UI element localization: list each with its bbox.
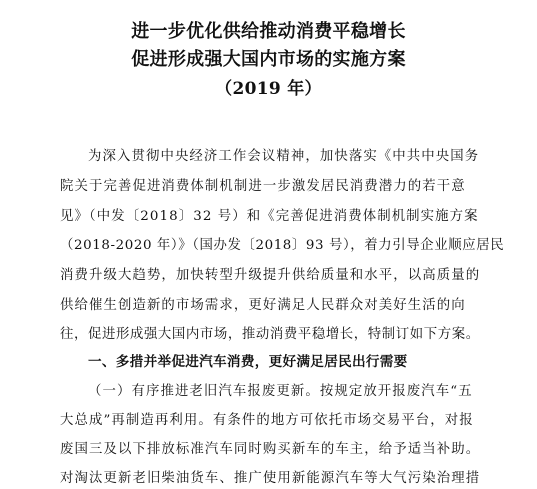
section-1-heading: 一、多措并举促进汽车消费，更好满足居民出行需要 (88, 354, 408, 370)
item-1-paragraph-line: （一）有序推进老旧汽车报废更新。按规定放开报废汽车“五 (88, 384, 473, 399)
intro-paragraph-line: 院关于完善促进消费体制机制进一步激发居民消费潜力的若干意 (60, 179, 466, 194)
document-title-line-2: 促进形成强大国内市场的实施方案 (131, 49, 406, 70)
document-title-line-1: 进一步优化供给推动消费平稳增长 (131, 21, 406, 42)
intro-paragraph-line: 见》（中发〔2018〕32 号）和《完善促进消费体制机制实施方案 (60, 209, 479, 224)
item-1-paragraph-line: 对淘汰更新老旧柴油货车、推广使用新能源汽车等大气污染治理措 (60, 471, 481, 486)
item-1-paragraph-line: 废国三及以下排放标准汽车同时购买新车的车主，给予适当补助。 (60, 442, 481, 457)
intro-paragraph-line: 供给催生创造新的市场需求，更好满足人民群众对美好生活的向 (60, 298, 466, 313)
intro-paragraph-line: 往，促进形成强大国内市场，推动消费平稳增长，特制订如下方案。 (60, 327, 480, 342)
intro-paragraph-line: 为深入贯彻中央经济工作会议精神，加快落实《中共中央国务 (88, 149, 480, 164)
intro-paragraph-line: 消费升级大趋势，加快转型升级提升供给质量和水平，以高质量的 (60, 268, 481, 283)
document-title-year: （2019 年） (215, 79, 322, 99)
item-1-paragraph-line: 大总成”再制造再利用。有条件的地方可依托市场交易平台，对报 (60, 413, 474, 428)
intro-paragraph-line: （2018-2020 年）》（国办发〔2018〕93 号），着力引导企业顺应居民 (60, 238, 505, 253)
